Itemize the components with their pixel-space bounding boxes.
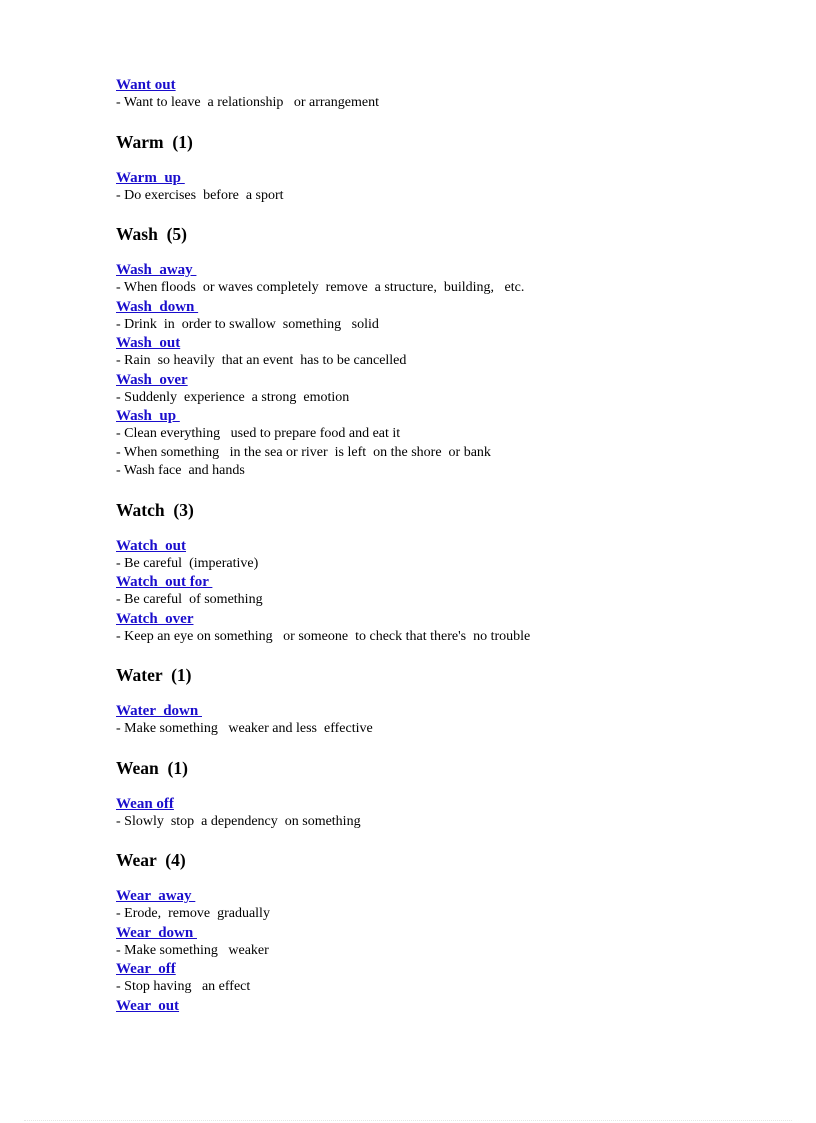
verb-group-wear xyxy=(116,849,776,1015)
group-heading: Warm (1) xyxy=(116,131,193,152)
definition: - Keep an eye on something or someone to check that there's no trouble xyxy=(116,628,531,644)
entry xyxy=(116,334,776,371)
group-heading: Wean (1) xyxy=(116,757,188,778)
phrasal-verb-link[interactable]: Wash out xyxy=(116,335,181,351)
phrasal-verb-link[interactable]: Watch out xyxy=(116,537,187,554)
phrasal-verb-link[interactable]: Wear away xyxy=(116,888,196,904)
phrasal-verb-link[interactable]: Watch over xyxy=(116,610,194,627)
definition: - Drink in order to swallow something solid xyxy=(116,316,379,332)
group-heading: Water (1) xyxy=(116,665,192,685)
entry xyxy=(116,261,776,298)
definition: - Suddenly experience a strong emotion xyxy=(116,389,350,405)
definition: - Erode, remove gradually xyxy=(116,906,270,921)
definition: - Want to leave a relationship or arrangement xyxy=(116,95,379,110)
entry xyxy=(116,887,776,924)
phrasal-verb-link[interactable]: Wash away xyxy=(116,262,197,278)
phrasal-verb-link[interactable]: Wear out xyxy=(116,997,180,1014)
verb-group-water xyxy=(116,664,776,739)
phrasal-verb-link[interactable]: Wash down xyxy=(116,298,199,315)
entry xyxy=(116,924,776,961)
phrasal-verb-link[interactable]: Wean off xyxy=(116,795,174,812)
phrasal-verb-link[interactable]: Wear down xyxy=(116,924,197,941)
phrasal-verb-link[interactable]: Warm up xyxy=(116,169,185,186)
definition: - Rain so heavily that an event has to be cancelled xyxy=(116,353,407,368)
phrasal-verb-link[interactable]: Wear off xyxy=(116,961,176,977)
entry xyxy=(116,537,776,574)
entry xyxy=(116,407,776,481)
group-heading: Wear (4) xyxy=(116,850,186,870)
entry xyxy=(116,997,776,1015)
verb-group-wash xyxy=(116,223,776,481)
verb-group-warm xyxy=(116,131,776,206)
definition: - Be careful of something xyxy=(116,592,263,607)
definition: - Wash face and hands xyxy=(116,463,245,478)
verb-group-wean xyxy=(116,757,776,832)
phrasal-verb-link[interactable]: Wash up xyxy=(116,408,180,424)
phrasal-verb-link[interactable]: Watch out for xyxy=(116,574,213,590)
definition: - Make something weaker xyxy=(116,942,269,958)
verb-group-watch xyxy=(116,499,776,647)
phrasal-verb-link[interactable]: Wash over xyxy=(116,371,188,388)
definition: - When something in the sea or river is left on the shore or bank xyxy=(116,444,491,460)
definition: - Clean everything used to prepare food and eat it xyxy=(116,426,401,441)
phrasal-verb-link[interactable]: Want out xyxy=(116,77,176,93)
entry xyxy=(116,702,776,739)
page-bottom-divider xyxy=(24,1120,792,1121)
definition: - Do exercises before a sport xyxy=(116,187,284,203)
definition: - When floods or waves completely remove a structure, building, etc. xyxy=(116,280,525,295)
definition: - Be careful (imperative) xyxy=(116,555,259,571)
phrasal-verb-link[interactable]: Water down xyxy=(116,703,202,719)
definition: - Make something weaker and less effective xyxy=(116,721,373,736)
definition: - Stop having an effect xyxy=(116,979,251,994)
group-heading: Wash (5) xyxy=(116,224,187,244)
entry xyxy=(116,76,776,113)
entry xyxy=(116,371,776,408)
definition: - Slowly stop a dependency on something xyxy=(116,813,361,829)
group-heading: Watch (3) xyxy=(116,499,194,520)
entry xyxy=(116,298,776,335)
entry xyxy=(116,610,776,647)
entry xyxy=(116,795,776,832)
entry xyxy=(116,573,776,610)
document-page xyxy=(116,76,776,1015)
entry xyxy=(116,169,776,206)
entry xyxy=(116,960,776,997)
